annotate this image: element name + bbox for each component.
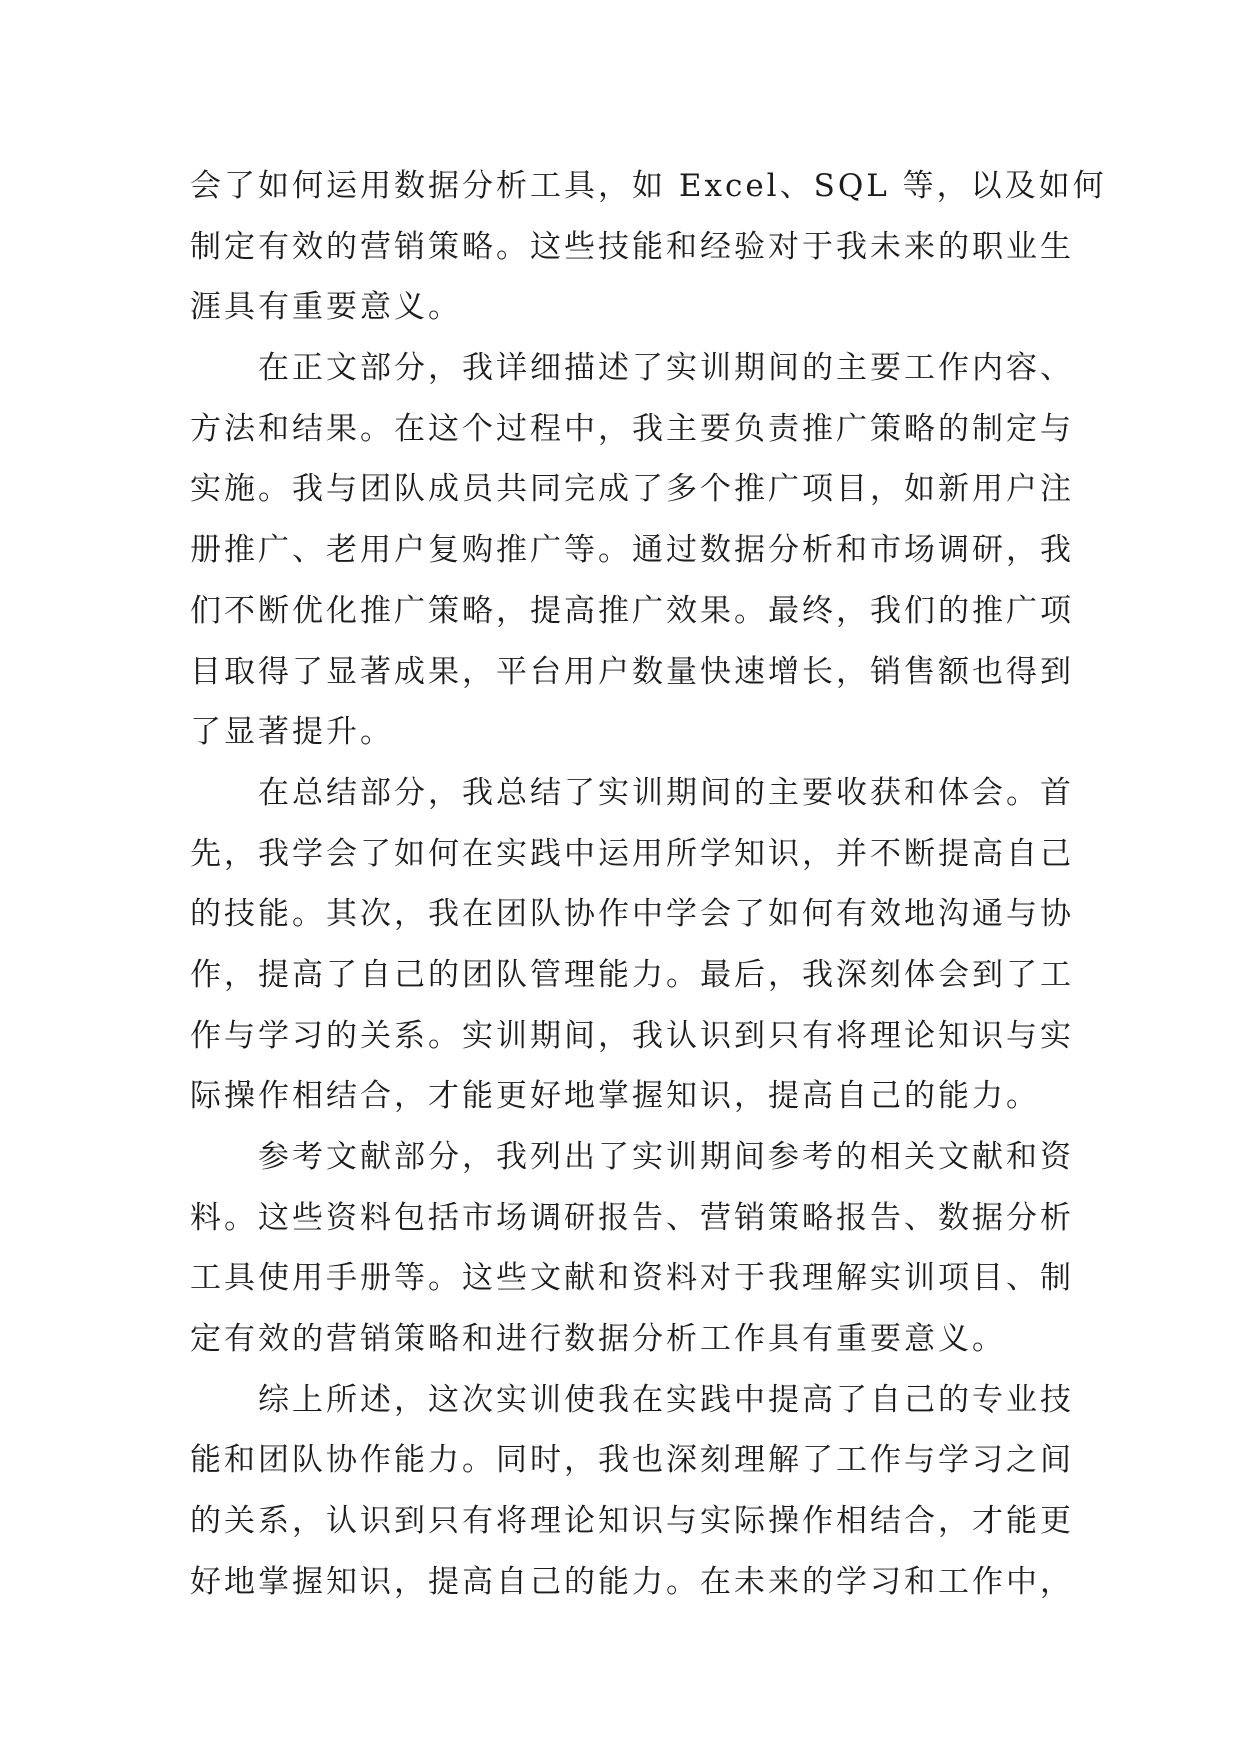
text-line: 的关系，认识到只有将理论知识与实际操作相结合，才能更 [190, 1503, 1074, 1540]
text-line: 目取得了显著成果，平台用户数量快速增长，销售额也得到 [190, 653, 1074, 690]
text-line: 册推广、老用户复购推广等。通过数据分析和市场调研，我 [190, 532, 1074, 569]
text-line: 了显著提升。 [190, 714, 394, 751]
text-line: 在正文部分，我详细描述了实训期间的主要工作内容、 [190, 350, 1074, 387]
text-line: 定有效的营销策略和进行数据分析工作具有重要意义。 [190, 1321, 1006, 1358]
text-line: 制定有效的营销策略。这些技能和经验对于我未来的职业生 [190, 228, 1074, 265]
text-line: 会了如何运用数据分析工具，如 Excel、SQL 等，以及如何 [190, 168, 1107, 204]
text-line: 料。这些资料包括市场调研报告、营销策略报告、数据分析 [190, 1199, 1074, 1236]
text-line: 作与学习的关系。实训期间，我认识到只有将理论知识与实 [190, 1017, 1074, 1054]
text-line: 们不断优化推广策略，提高推广效果。最终，我们的推广项 [190, 592, 1074, 629]
text-line: 参考文献部分，我列出了实训期间参考的相关文献和资 [190, 1139, 1074, 1175]
text-line: 在总结部分，我总结了实训期间的主要收获和体会。首 [190, 774, 1074, 811]
text-line: 作，提高了自己的团队管理能力。最后，我深刻体会到了工 [190, 956, 1074, 993]
body-text [190, 156, 1107, 1613]
text-line: 方法和结果。在这个过程中，我主要负责推广策略的制定与 [190, 410, 1074, 447]
text-line: 际操作相结合，才能更好地掌握知识，提高自己的能力。 [190, 1078, 1040, 1115]
text-line: 的技能。其次，我在团队协作中学会了如何有效地沟通与协 [190, 896, 1074, 933]
text-line: 能和团队协作能力。同时，我也深刻理解了工作与学习之间 [190, 1442, 1074, 1479]
text-line: 综上所述，这次实训使我在实践中提高了自己的专业技 [190, 1381, 1074, 1418]
text-line: 涯具有重要意义。 [190, 289, 462, 326]
text-line: 先，我学会了如何在实践中运用所学知识，并不断提高自己 [190, 835, 1074, 872]
text-line: 工具使用手册等。这些文献和资料对于我理解实训项目、制 [190, 1260, 1074, 1297]
text-line: 实施。我与团队成员共同完成了多个推广项目，如新用户注 [190, 471, 1074, 508]
text-line: 好地掌握知识，提高自己的能力。在未来的学习和工作中， [190, 1563, 1074, 1600]
